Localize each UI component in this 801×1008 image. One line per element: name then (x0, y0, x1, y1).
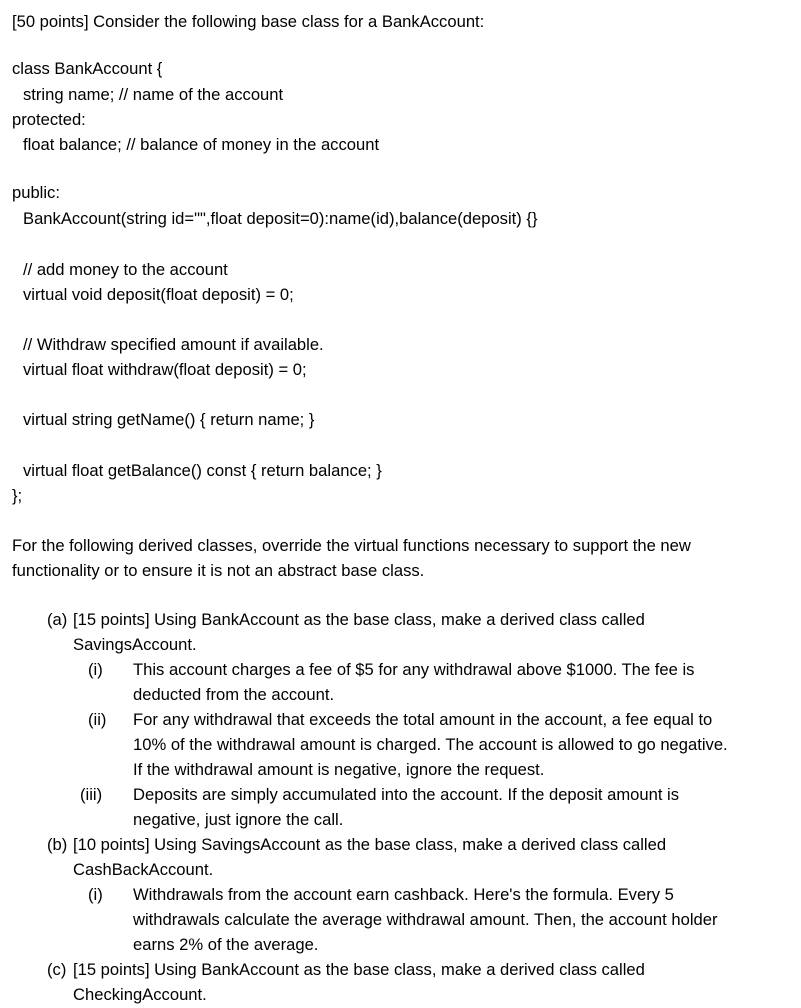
code-line: public: (12, 183, 60, 202)
item-text: If the withdrawal amount is negative, ignore the request. (133, 760, 545, 779)
part-a-label: (a) (47, 610, 68, 629)
code-line: virtual void deposit(float deposit) = 0; (23, 285, 294, 304)
part-a-text: SavingsAccount. (73, 635, 197, 654)
part-b-text: CashBackAccount. (73, 860, 214, 879)
item-text: Deposits are simply accumulated into the account. If the deposit amount is (133, 785, 680, 804)
item-text: For any withdrawal that exceeds the total amount in the account, a fee equal to (133, 710, 713, 729)
part-b-text: [10 points] Using SavingsAccount as the base class, make a derived class called (73, 835, 667, 854)
code-line: virtual float getBalance() const { return balance; } (23, 461, 382, 480)
part-b-label: (b) (47, 835, 68, 854)
item-text: negative, just ignore the call. (133, 810, 344, 829)
item-text: deducted from the account. (133, 685, 335, 704)
item-text: withdrawals calculate the average withdrawal amount. Then, the account holder (133, 910, 718, 929)
item-label: (i) (88, 885, 103, 904)
intro-heading: [50 points] Consider the following base class for a BankAccount: (12, 12, 485, 31)
item-label: (i) (88, 660, 103, 679)
item-text: earns 2% of the average. (133, 935, 319, 954)
item-label: (iii) (80, 785, 103, 804)
item-text: Withdrawals from the account earn cashback. Here's the formula. Every 5 (133, 885, 674, 904)
code-line: virtual float withdraw(float deposit) = 0; (23, 360, 307, 379)
code-line: class BankAccount { (12, 59, 163, 78)
code-line: string name; // name of the account (23, 85, 284, 104)
part-a-text: [15 points] Using BankAccount as the base class, make a derived class called (73, 610, 645, 629)
code-line: protected: (12, 110, 86, 129)
item-label: (ii) (88, 710, 107, 729)
part-c-text: CheckingAccount. (73, 985, 207, 1004)
instructions-line: For the following derived classes, override the virtual functions necessary to support the new (12, 536, 691, 555)
code-line: }; (12, 486, 23, 505)
code-line: // add money to the account (23, 260, 228, 279)
code-line: BankAccount(string id="",float deposit=0):name(id),balance(deposit) {} (23, 209, 538, 228)
item-text: This account charges a fee of $5 for any withdrawal above $1000. The fee is (133, 660, 695, 679)
code-line: virtual string getName() { return name; } (23, 410, 315, 429)
code-line: // Withdraw specified amount if available. (23, 335, 324, 354)
code-line: float balance; // balance of money in the account (23, 135, 380, 154)
item-text: 10% of the withdrawal amount is charged. The account is allowed to go negative. (133, 735, 728, 754)
part-c-text: [15 points] Using BankAccount as the base class, make a derived class called (73, 960, 645, 979)
part-c-label: (c) (47, 960, 67, 979)
instructions-line: functionality or to ensure it is not an abstract base class. (12, 561, 425, 580)
